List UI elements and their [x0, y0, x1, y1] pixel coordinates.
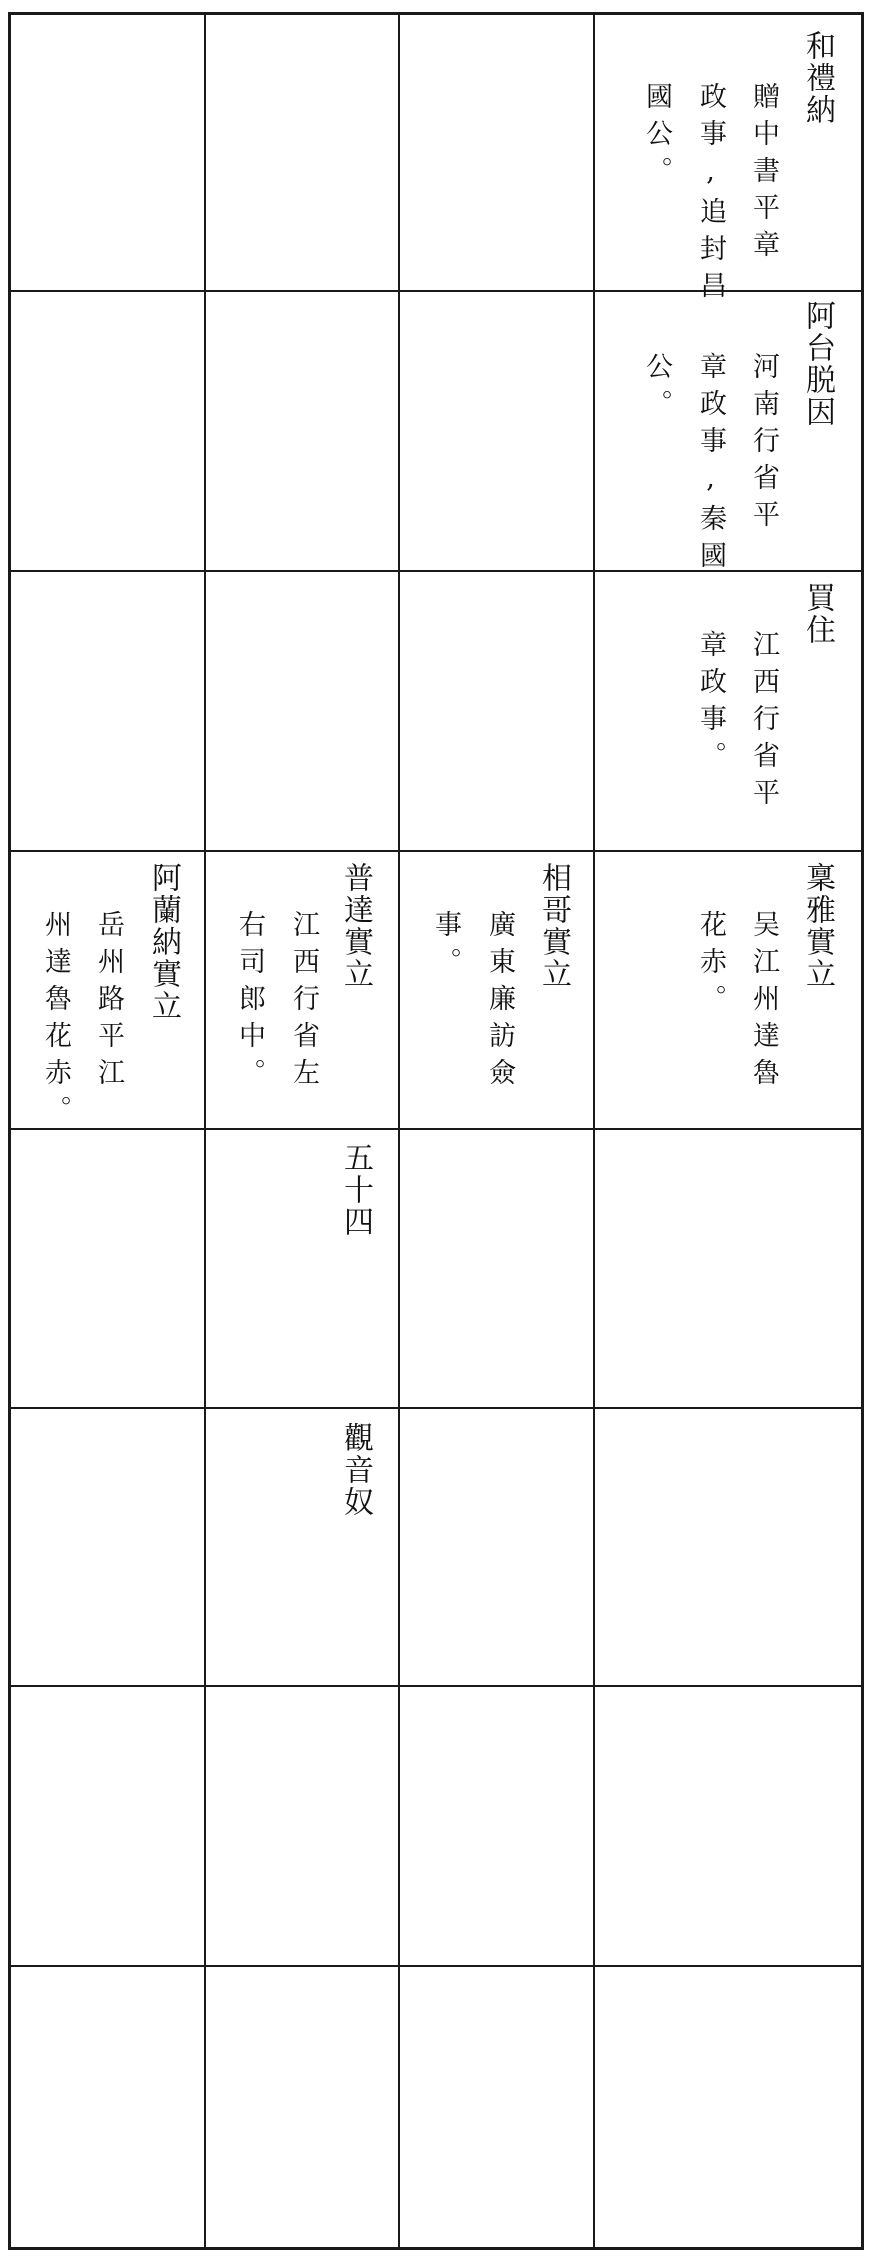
person-title-line: 事。	[430, 910, 461, 984]
person-title-line: 國公。	[641, 82, 672, 193]
person-title-line: 章政事。	[695, 630, 726, 778]
person-title-line: 政事,追封昌	[695, 82, 726, 308]
genealogy-table-frame	[8, 12, 864, 2250]
person-title-line: 岳州路平江	[93, 910, 124, 1095]
person-title-line: 吴江州達魯	[748, 910, 779, 1095]
row-divider	[8, 1128, 864, 1130]
row-divider	[8, 290, 864, 292]
person-name: 觀音奴	[338, 1422, 373, 1518]
person-title-line: 花赤。	[695, 910, 726, 1021]
person-title-line: 廣東廉訪僉	[484, 910, 515, 1095]
person-name: 五十四	[338, 1142, 373, 1238]
person-title-line: 章政事,秦國	[695, 352, 726, 578]
person-name: 阿台脱因	[800, 300, 835, 428]
person-title-line: 州達魯花赤。	[40, 910, 71, 1132]
person-name: 相哥實立	[536, 862, 571, 990]
row-divider	[8, 1685, 864, 1687]
column-divider	[593, 12, 595, 2250]
column-divider	[398, 12, 400, 2250]
row-divider	[8, 850, 864, 852]
person-name: 阿蘭納實立	[146, 862, 181, 1022]
person-title-line: 公。	[641, 352, 672, 426]
person-name: 普達實立	[338, 862, 373, 990]
column-divider	[204, 12, 206, 2250]
person-title-line: 江西行省平	[748, 630, 779, 815]
person-title-line: 江西行省左	[288, 910, 319, 1095]
person-title-line: 贈中書平章	[748, 82, 779, 267]
person-name: 買住	[800, 582, 835, 646]
person-title-line: 右司郎中。	[234, 910, 265, 1095]
row-divider	[8, 570, 864, 572]
row-divider	[8, 1965, 864, 1967]
person-name: 和禮納	[800, 30, 835, 126]
row-divider	[8, 1407, 864, 1409]
person-name: 稟雅實立	[800, 862, 835, 990]
person-title-line: 河南行省平	[748, 352, 779, 537]
